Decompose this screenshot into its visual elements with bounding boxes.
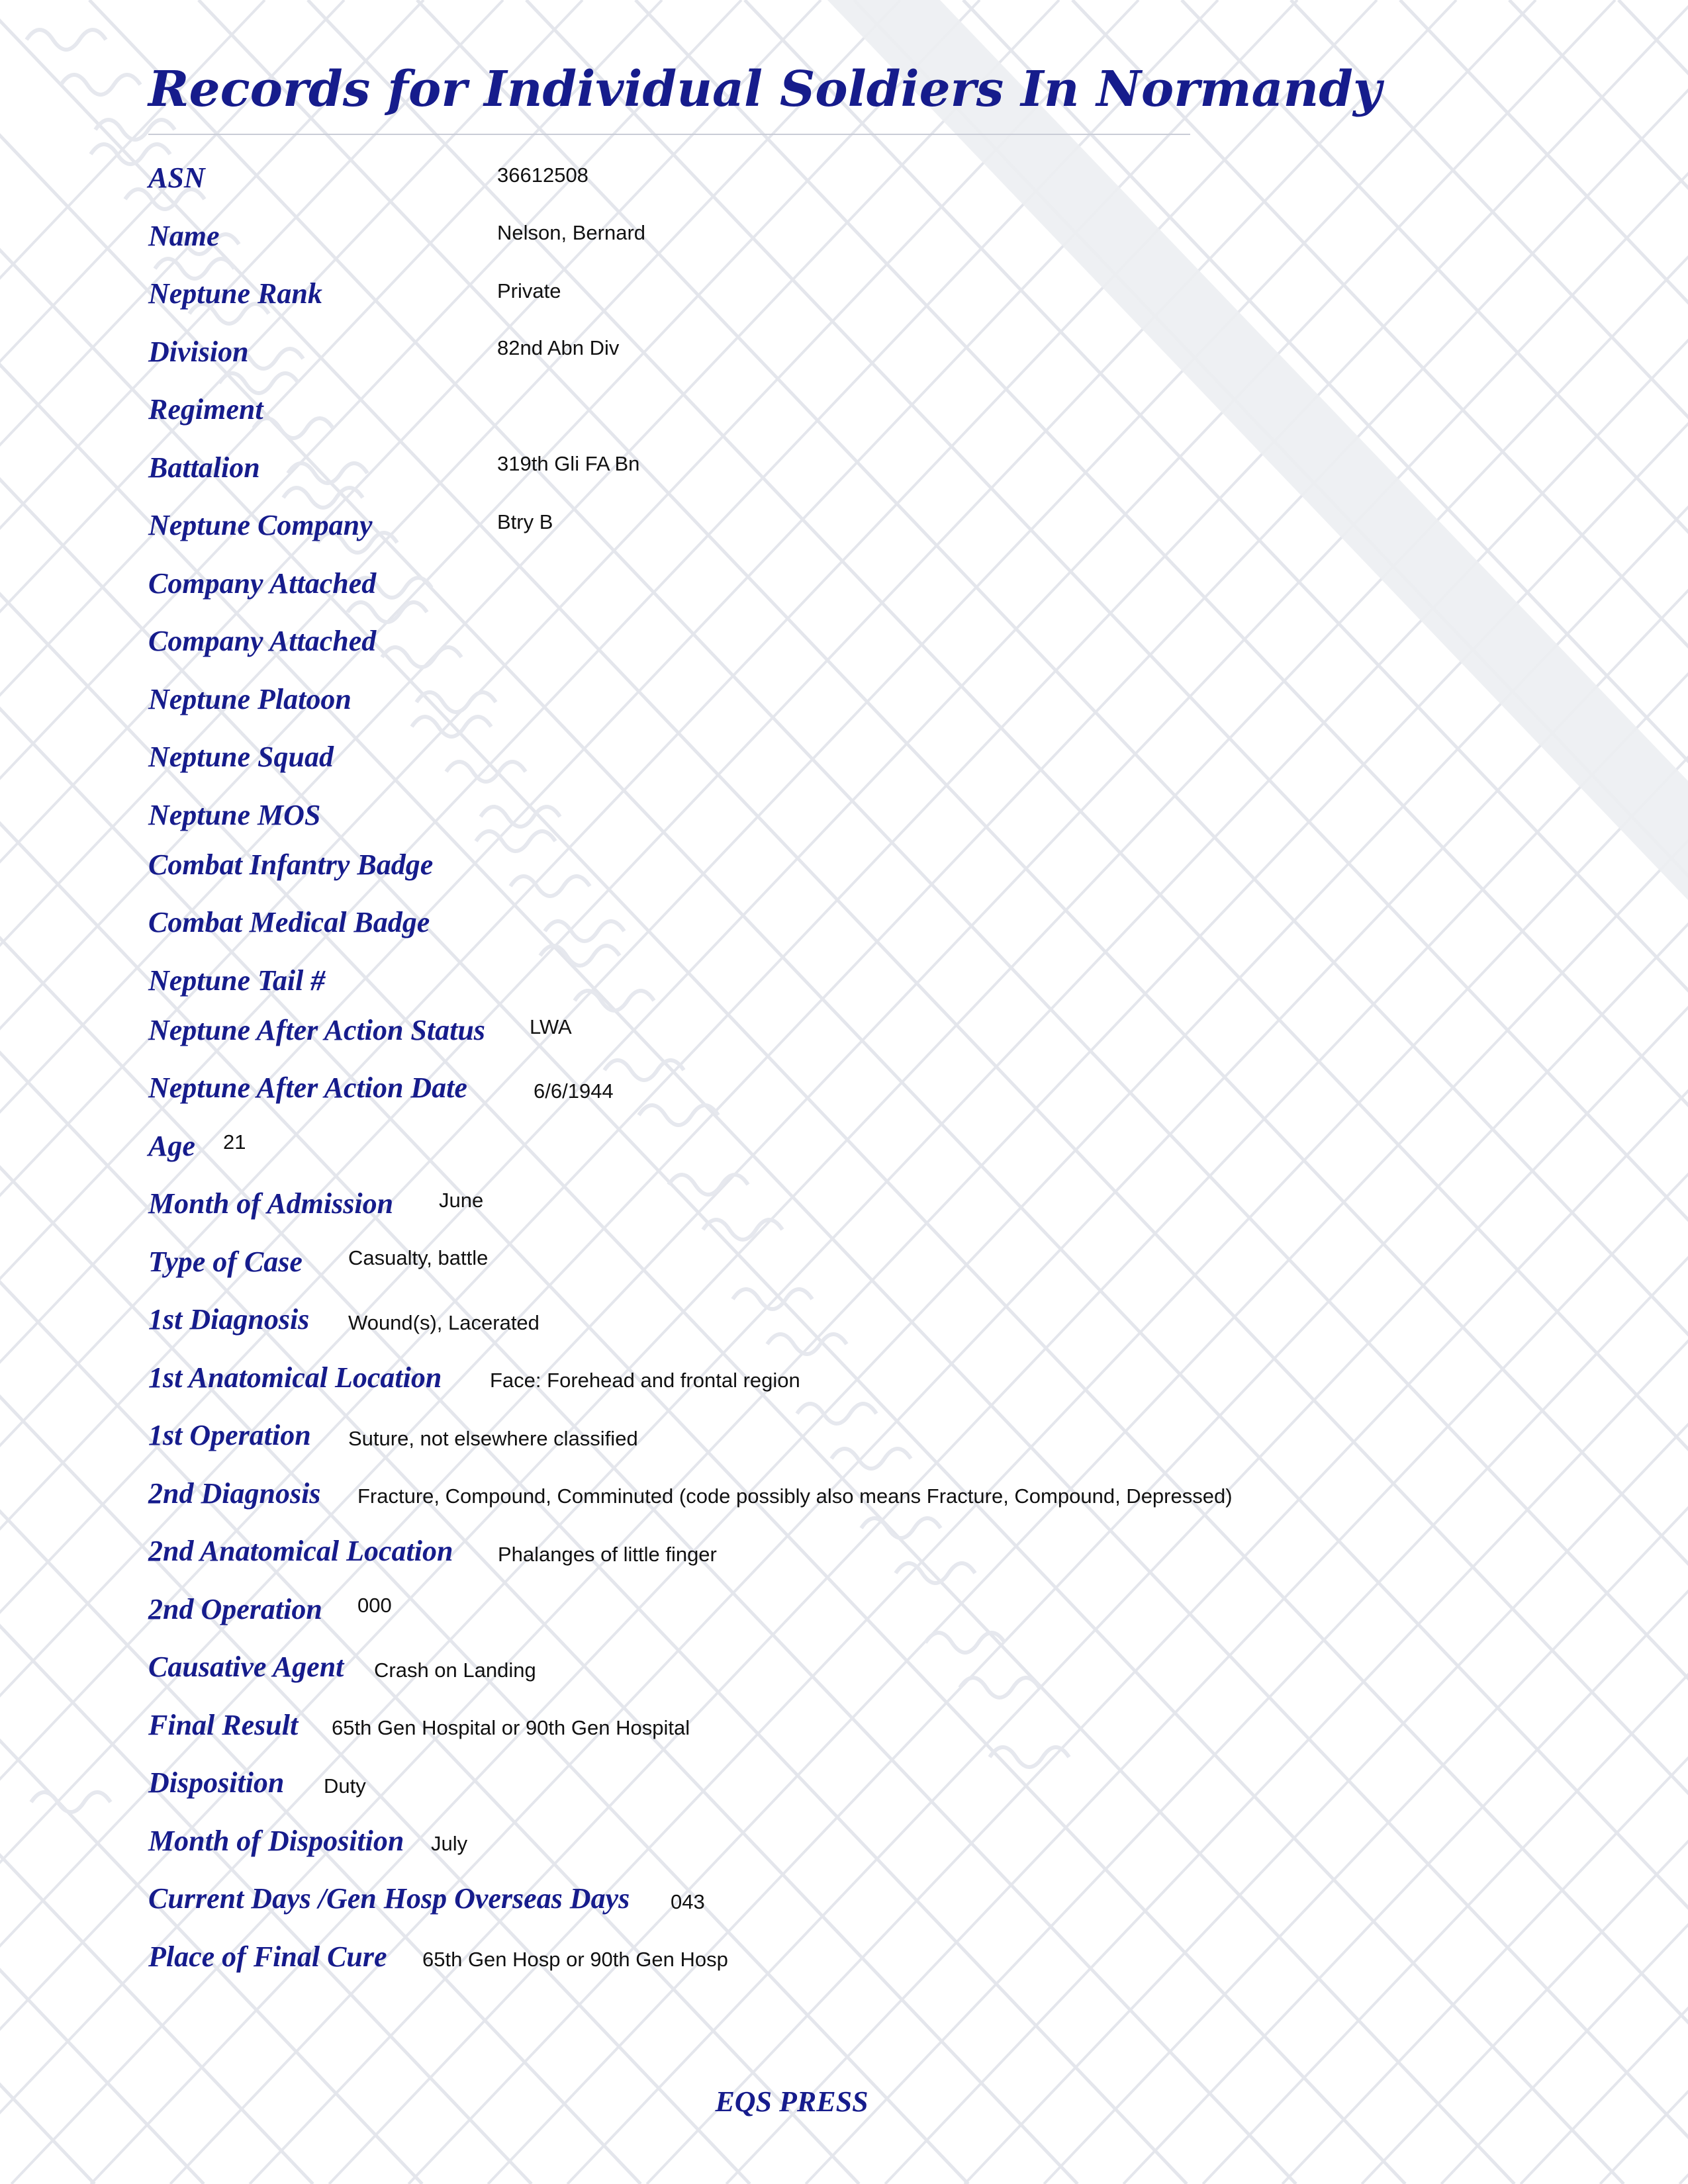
watermark-handwriting-stroke [26, 30, 106, 50]
second-anatomical-location-label: 2nd Anatomical Location [148, 1535, 453, 1567]
division-value: 82nd Abn Div [497, 336, 620, 359]
watermark-grid-line [0, 0, 95, 2184]
company-attached-label-2: Company Attached [148, 625, 377, 657]
watermark-grid-line [1509, 0, 1688, 2184]
publisher-footer: EQS PRESS [715, 2085, 868, 2118]
watermark-grid-line [1282, 0, 1688, 2184]
disposition-label: Disposition [148, 1766, 285, 1799]
watermark-handwriting-stroke [545, 921, 624, 941]
first-anatomical-location-label: 1st Anatomical Location [148, 1361, 442, 1394]
second-diagnosis-value: Fracture, Compound, Comminuted (code possibly also means Fracture, Compound, Depressed) [357, 1484, 1233, 1508]
month-of-disposition-label: Month of Disposition [148, 1825, 404, 1857]
age-value: 21 [223, 1130, 246, 1154]
page-title: Records for Individual Soldiers In Normandy [148, 61, 1382, 118]
place-of-final-cure-label: Place of Final Cure [148, 1940, 387, 1973]
type-of-case-value: Casualty, battle [348, 1246, 489, 1269]
watermark-handwriting-stroke [990, 1747, 1069, 1767]
after-action-date-label: Neptune After Action Date [148, 1071, 467, 1104]
month-of-admission-label: Month of Admission [148, 1187, 394, 1220]
final-result-label: Final Result [148, 1709, 299, 1741]
title-divider [148, 134, 1190, 135]
first-diagnosis-value: Wound(s), Lacerated [348, 1311, 539, 1334]
neptune-rank-value: Private [497, 279, 561, 302]
after-action-date-value: 6/6/1944 [534, 1079, 614, 1103]
second-anatomical-location-value: Phalanges of little finger [498, 1543, 717, 1566]
watermark-grid-line [964, 0, 1688, 2184]
place-of-final-cure-value: 65th Gen Hosp or 90th Gen Hosp [422, 1948, 728, 1971]
asn-label: ASN [148, 161, 205, 194]
company-attached-label: Company Attached [148, 567, 377, 600]
first-operation-label: 1st Operation [148, 1419, 311, 1451]
name-value: Nelson, Bernard [497, 221, 646, 244]
neptune-platoon-label: Neptune Platoon [148, 683, 352, 715]
watermark-grid-line [1291, 0, 1688, 2184]
watermark-handwriting-stroke [831, 1449, 911, 1469]
regiment-label: Regiment [148, 393, 263, 426]
watermark-handwriting-stroke [767, 1334, 847, 1354]
watermark-grid-line [308, 0, 1688, 2184]
second-diagnosis-label: 2nd Diagnosis [148, 1477, 321, 1510]
combat-infantry-badge-label: Combat Infantry Badge [148, 848, 434, 881]
watermark-handwriting-stroke [960, 1678, 1039, 1698]
watermark-handwriting-stroke [446, 762, 526, 782]
asn-value: 36612508 [497, 163, 588, 187]
watermark-grid-line [854, 0, 1688, 2184]
second-operation-label: 2nd Operation [148, 1593, 322, 1625]
battalion-value: 319th Gli FA Bn [497, 452, 640, 475]
watermark-handwriting-stroke [348, 602, 427, 622]
watermark-grid-line [1400, 0, 1688, 2184]
causative-agent-label: Causative Agent [148, 1651, 344, 1683]
neptune-company-label: Neptune Company [148, 509, 373, 541]
first-operation-value: Suture, not elsewhere classified [348, 1427, 638, 1450]
division-label: Division [148, 336, 249, 368]
watermark-handwriting-stroke [31, 1792, 111, 1812]
disposition-value: Duty [324, 1774, 366, 1797]
second-operation-value: 000 [357, 1594, 392, 1617]
watermark-handwriting-stroke [254, 418, 333, 438]
month-of-admission-value: June [439, 1189, 484, 1212]
battalion-label: Battalion [148, 451, 260, 484]
after-action-status-value: LWA [530, 1015, 572, 1038]
after-action-status-label: Neptune After Action Status [148, 1014, 485, 1046]
month-of-disposition-value: July [431, 1832, 468, 1855]
watermark-handwriting-stroke [896, 1563, 975, 1583]
neptune-mos-label: Neptune MOS [148, 799, 321, 831]
watermark-grid-line [963, 0, 1688, 2184]
neptune-rank-label: Neptune Rank [148, 277, 322, 310]
final-result-value: 65th Gen Hospital or 90th Gen Hospital [332, 1716, 690, 1739]
first-anatomical-location-value: Face: Forehead and frontal region [490, 1369, 800, 1392]
first-diagnosis-label: 1st Diagnosis [148, 1303, 310, 1336]
age-label: Age [148, 1130, 195, 1162]
type-of-case-label: Type of Case [148, 1246, 303, 1278]
causative-agent-value: Crash on Landing [374, 1659, 536, 1682]
combat-medical-badge-label: Combat Medical Badge [148, 906, 430, 938]
name-label: Name [148, 220, 220, 252]
current-days-label: Current Days /Gen Hosp Overseas Days [148, 1882, 630, 1915]
neptune-squad-label: Neptune Squad [148, 741, 334, 773]
neptune-company-value: Btry B [497, 510, 553, 533]
watermark-handwriting-stroke [510, 876, 590, 896]
current-days-value: 043 [671, 1890, 705, 1913]
watermark-grid-line [1044, 0, 1688, 2184]
watermark-handwriting-stroke [797, 1404, 876, 1424]
neptune-tail-label: Neptune Tail # [148, 964, 326, 997]
watermark-handwriting-stroke [416, 692, 496, 712]
watermark-handwriting-stroke [61, 75, 140, 95]
